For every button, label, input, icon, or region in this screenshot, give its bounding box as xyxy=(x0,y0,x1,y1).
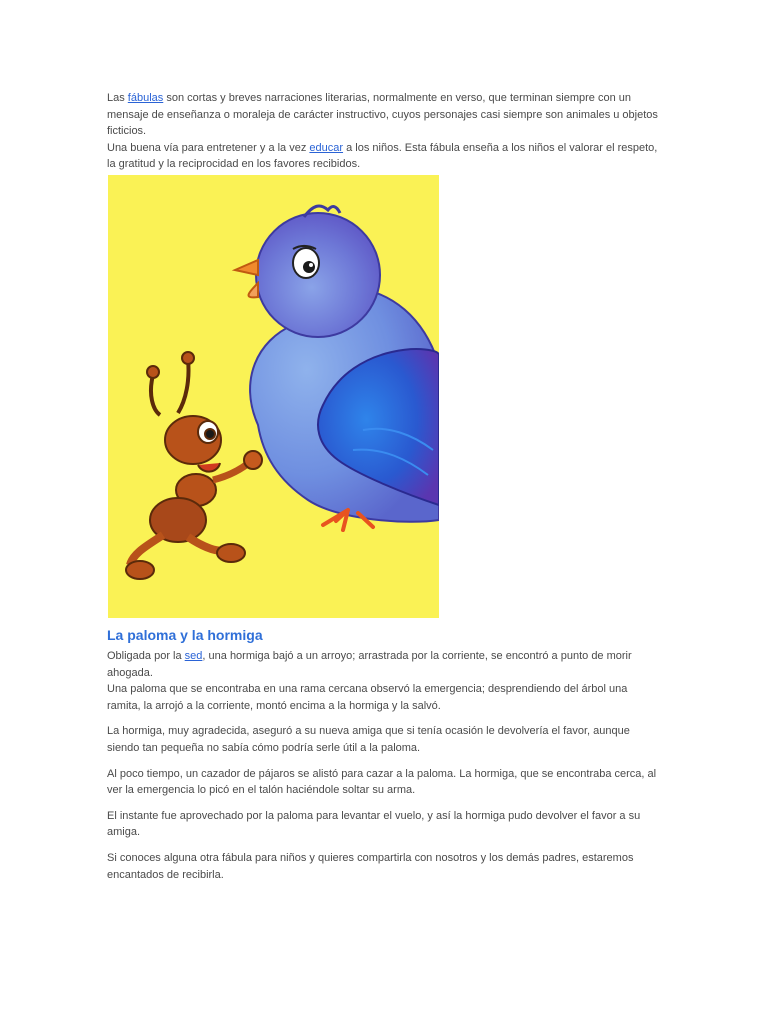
story-paragraph-2: Una paloma que se encontraba en una rama cercana observó la emergencia; desprendiendo del árbol una ramita, la arrojó a la corriente, montó encima a la hormiga y la salvó. xyxy=(107,683,628,712)
story-text-after-link: , una hormiga bajó a un arroyo; arrastrada por la corriente, se encontró a punto de morir ahogada. xyxy=(107,649,632,679)
dove-and-ant-illustration xyxy=(108,175,439,618)
story-paragraph-5: El instante fue aprovechado por la paloma para levantar el vuelo, y así la hormiga pudo devolver el favor a su amiga. xyxy=(107,809,641,839)
intro-text-before-link: Las xyxy=(107,92,128,104)
sed-link[interactable]: sed xyxy=(184,649,203,662)
intro-paragraph-1 xyxy=(107,90,663,140)
story-paragraph-1 xyxy=(107,648,663,681)
intro-text-after-link: son cortas y breves narraciones literarias, normalmente en verso, que terminan siempre con un mensaje de enseñanza o moraleja de carácter instructivo, cuyos personajes casi siempre son animales u objetos ficticios. xyxy=(107,92,658,138)
educar-link[interactable]: educar xyxy=(309,141,344,154)
story-paragraph-3: La hormiga, muy agradecida, aseguró a su nueva amiga que si tenía ocasión le devolvería el favor, aunque siendo tan pequeña no sabía cómo podría serle útil a la paloma. xyxy=(107,725,630,754)
fabulas-link[interactable]: fábulas xyxy=(127,92,164,104)
story-paragraph-4: Al poco tiempo, un cazador de pájaros se alistó para cazar a la paloma. La hormiga, que se encontraba cerca, al ver la emergencia lo picó en el talón haciéndole soltar su arma. xyxy=(107,767,657,797)
article xyxy=(107,90,663,883)
intro-paragraph-2 xyxy=(107,140,663,173)
intro2-text-before-link: Una buena vía para entretener y a la vez xyxy=(107,141,310,154)
intro2-text-after-link: a los niños. Esta fábula enseña a los niños el valorar el respeto, la gratitud y la reciprocidad en los favores recibidos. xyxy=(107,141,658,171)
story-text-before-link: Obligada por la xyxy=(107,649,185,662)
story-paragraph-6: Si conoces alguna otra fábula para niños y quieres compartirla con nosotros y los demás padres, estaremos encantados de recibirla. xyxy=(107,851,634,881)
story-title: La paloma y la hormiga xyxy=(107,626,263,643)
